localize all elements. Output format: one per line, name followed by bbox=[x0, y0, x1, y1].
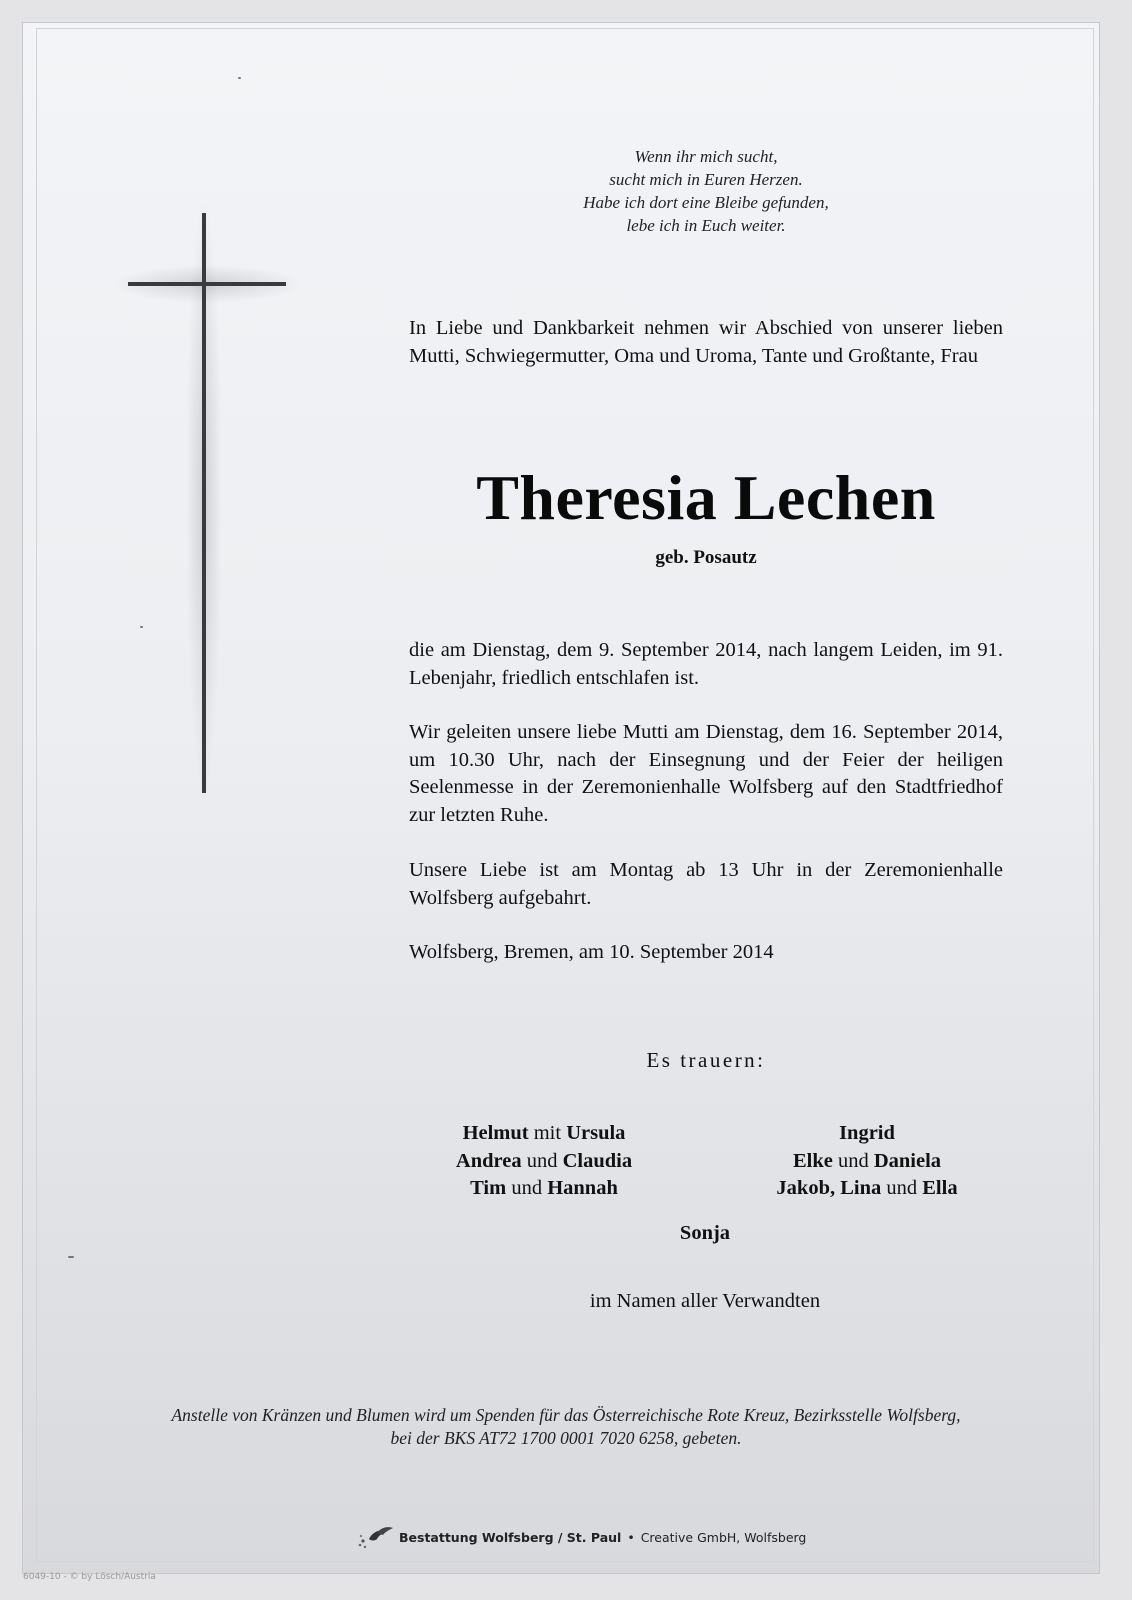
place-date: Wolfsberg, Bremen, am 10. September 2014 bbox=[409, 941, 774, 963]
conjunction: und bbox=[511, 1177, 543, 1199]
donation-line: Anstelle von Kränzen und Blumen wird um Spenden für das Österreichische Rote Kreuz, Bezirksstelle Wolfsberg, bbox=[171, 1405, 961, 1425]
mourner-line bbox=[702, 1175, 1032, 1203]
paper-speck bbox=[238, 77, 241, 79]
quote-line: sucht mich in Euren Herzen. bbox=[609, 170, 803, 189]
mourner-line bbox=[702, 1120, 1032, 1148]
quote-line: Wenn ihr mich sucht, bbox=[634, 147, 778, 166]
footer-separator: • bbox=[627, 1529, 635, 1545]
donation-line: bei der BKS AT72 1700 0001 7020 6258, gebeten. bbox=[390, 1428, 742, 1448]
footer-company-bold: Bestattung Wolfsberg / St. Paul bbox=[399, 1529, 622, 1545]
mourners-heading: Es trauern: bbox=[646, 1048, 766, 1072]
mourner-name: Elke bbox=[792, 1149, 833, 1172]
conjunction: mit bbox=[533, 1122, 562, 1144]
mourners-right bbox=[702, 1120, 1032, 1203]
bird-logo-icon bbox=[355, 1523, 395, 1551]
mourners-left bbox=[379, 1120, 709, 1203]
copyright-note: 6049-10 - © by Lösch/Austria bbox=[23, 1572, 156, 1582]
mourner-name: Jakob, Lina bbox=[776, 1177, 882, 1199]
relatives-line: im Namen aller Verwandten bbox=[589, 1290, 821, 1312]
footer-company: Creative GmbH, Wolfsberg bbox=[640, 1529, 807, 1545]
mourner-name: Ella bbox=[922, 1177, 958, 1199]
paper-speck bbox=[68, 1256, 74, 1258]
mourner-name: Andrea bbox=[455, 1149, 522, 1172]
memorial-quote bbox=[500, 145, 912, 237]
donation-note bbox=[80, 1404, 1052, 1450]
mourner-name: Daniela bbox=[873, 1149, 942, 1172]
birth-name: geb. Posautz bbox=[655, 547, 757, 568]
death-paragraph: die am Dienstag, dem 9. September 2014, nach langem Leiden, im 91. Lebenjahr, friedlich entschlafen ist. bbox=[409, 639, 1003, 689]
mourner-line bbox=[379, 1120, 709, 1148]
mourner-line bbox=[702, 1148, 1032, 1176]
mourner-name: Ursula bbox=[566, 1122, 626, 1144]
cross-icon-bar bbox=[128, 282, 286, 286]
conjunction: und bbox=[837, 1149, 869, 1172]
viewing-paragraph: Unsere Liebe ist am Montag ab 13 Uhr in der Zeremonienhalle Wolfsberg aufgebahrt. bbox=[409, 859, 1003, 909]
quote-line: Habe ich dort eine Bleibe gefunden, bbox=[583, 193, 829, 212]
footer bbox=[355, 1522, 806, 1552]
conjunction: und bbox=[886, 1177, 918, 1199]
cross-icon bbox=[202, 213, 206, 793]
funeral-paragraph: Wir geleiten unsere liebe Mutti am Dienstag, dem 16. September 2014, um 10.30 Uhr, nach der Einsegnung und der Feier der heiligen Seelenmesse in der Zeremonienhalle Wolfsberg auf den Stadtfriedhof zur letzten Ruhe. bbox=[409, 721, 1003, 826]
mourner-name: Ingrid bbox=[839, 1122, 895, 1144]
conjunction: und bbox=[526, 1149, 558, 1172]
paper-speck bbox=[140, 626, 143, 628]
mourner-name: Hannah bbox=[547, 1177, 618, 1199]
mourner-center: Sonja bbox=[679, 1222, 731, 1244]
mourner-name: Helmut bbox=[462, 1122, 529, 1144]
intro-paragraph: In Liebe und Dankbarkeit nehmen wir Abschied von unserer lieben Mutti, Schwiegermutter, Oma und Uroma, Tante und Großtante, Frau bbox=[409, 317, 1003, 367]
deceased-name: Theresia Lechen bbox=[476, 462, 936, 533]
mourner-name: Tim bbox=[470, 1177, 507, 1199]
mourner-line bbox=[379, 1175, 709, 1203]
mourner-line bbox=[379, 1148, 709, 1176]
quote-line: lebe ich in Euch weiter. bbox=[626, 216, 786, 235]
mourner-name: Claudia bbox=[562, 1149, 633, 1172]
